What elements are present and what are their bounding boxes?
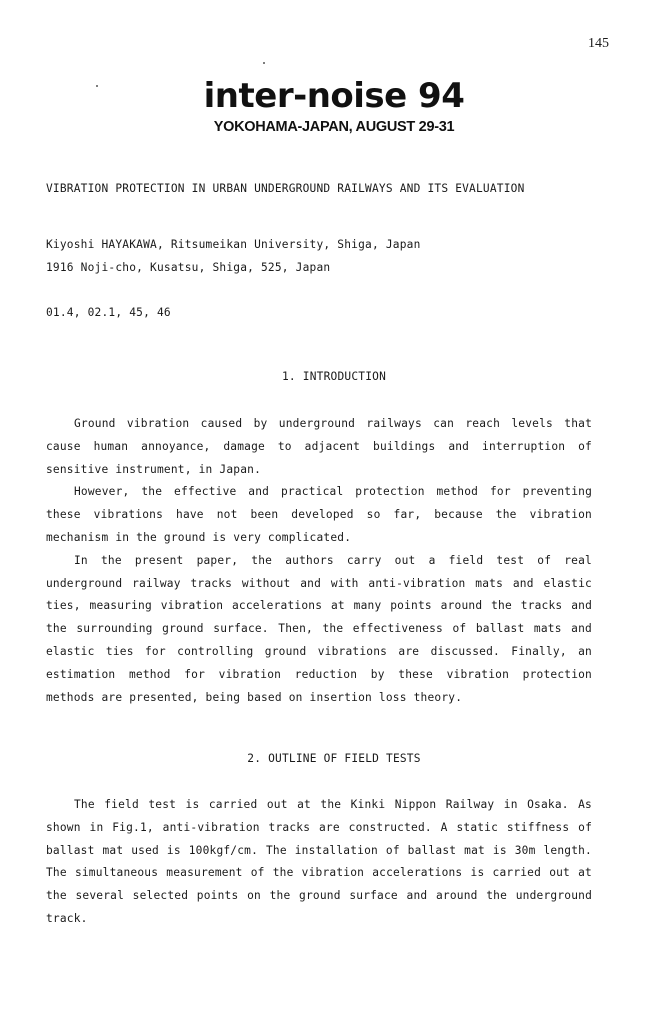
section-heading-field-tests: 2. OUTLINE OF FIELD TESTS [247,752,421,765]
conference-location-date: YOKOHAMA-JAPAN, AUGUST 29-31 [213,119,455,135]
section-body-introduction [46,413,592,709]
paragraph: Ground vibration caused by underground railways can reach levels that cause human annoyance, damage to adjacent buildings and interruption of sensitive instrument, in Japan. [46,417,592,476]
conference-logo-mark: inter-noise 94 [203,76,465,116]
section-body-field-tests [46,794,592,931]
paragraph: In the present paper, the authors carry out a field test of real underground railway tracks without and with anti-vibration mats and elastic ties, measuring vibration accelerations at many points around the tracks and the surrounding ground surface. Then, the effectiveness of ballast mats and elastic ties for controlling ground vibrations are discussed. Finally, an estimation method for vibration reduction by these vibration protection methods are presented, being based on insertion loss theory. [46,553,592,704]
author-affiliation: Kiyoshi HAYAKAWA, Ritsumeikan University, Shiga, Japan [46,238,421,251]
classification-codes: 01.4, 02.1, 45, 46 [46,306,171,319]
author-address: 1916 Noji-cho, Kusatsu, Shiga, 525, Japan [46,261,331,274]
paragraph: However, the effective and practical protection method for preventing these vibrations have not been developed so far, because the vibration mechanism in the ground is very complicated. [46,485,592,544]
paragraph: The field test is carried out at the Kinki Nippon Railway in Osaka. As shown in Fig.1, anti-vibration tracks are constructed. A static stiffness of ballast mat used is 100kgf/cm. The installation of ballast mat is 30m length. The simultaneous measurement of the vibration accelerations is carried out at the several selected points on the ground surface and around the underground track. [46,798,592,925]
paper-title: VIBRATION PROTECTION IN URBAN UNDERGROUND RAILWAYS AND ITS EVALUATION [46,182,525,195]
page-number: 145 [588,36,609,51]
section-heading-introduction: 1. INTRODUCTION [281,370,387,383]
conference-logo [0,78,668,136]
scan-speck [263,62,265,64]
